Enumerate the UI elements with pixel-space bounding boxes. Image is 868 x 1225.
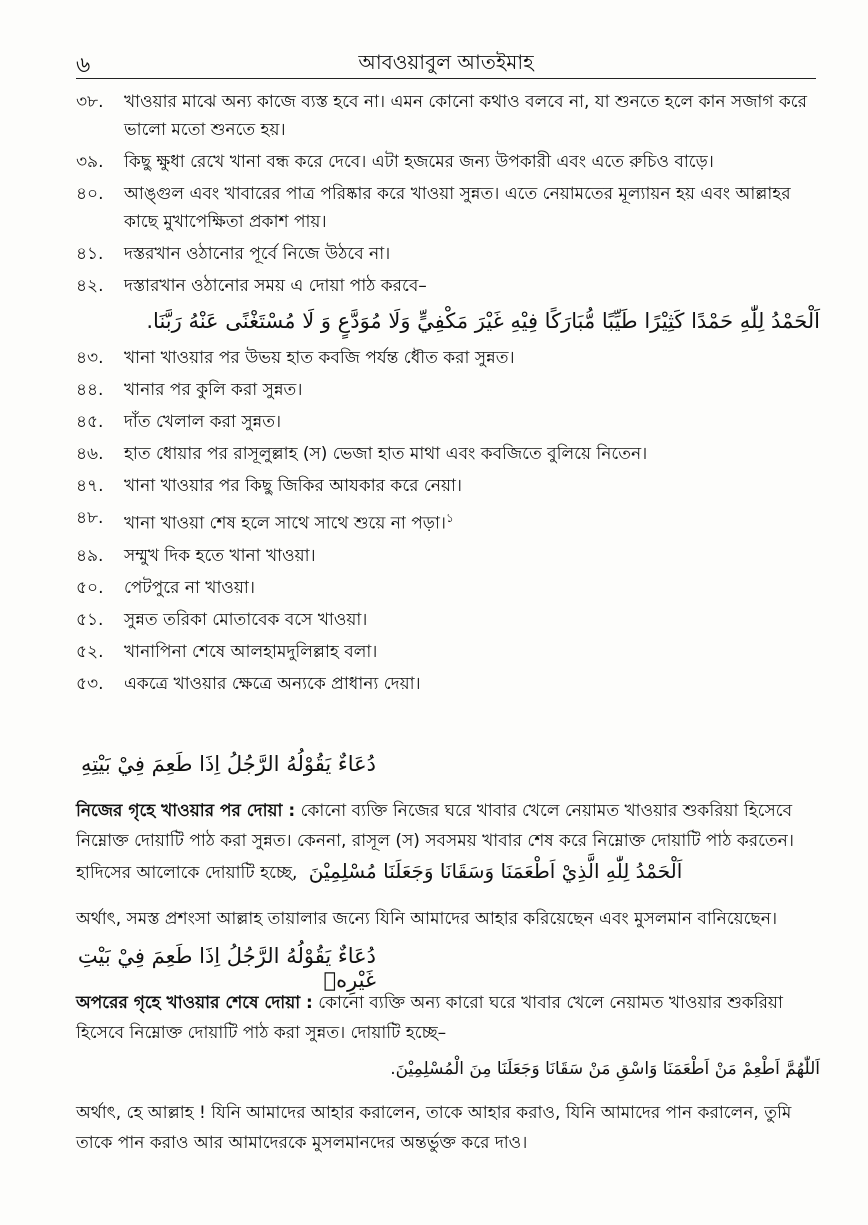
list-item	[76, 408, 820, 436]
item-text: খানার পর কুলি করা সুন্নত।	[124, 380, 303, 400]
etiquette-list	[76, 88, 820, 702]
section2-paragraph	[76, 988, 820, 1048]
item-number: ৩৯.	[76, 152, 104, 172]
list-item	[76, 504, 820, 538]
item-text: দস্তারখান ওঠানোর সময় এ দোয়া পাঠ করবে–	[124, 276, 427, 296]
list-item	[76, 542, 820, 570]
item-number: ৪২.	[76, 276, 104, 296]
list-item	[76, 440, 820, 468]
item-text: সুন্নত তরিকা মোতাবেক বসে খাওয়া।	[124, 609, 368, 630]
section1-text: কোনো ব্যক্তি নিজের ঘরে খাবার খেলে নেয়ামত খাওয়ার শুকরিয়া হিসেবে নিম্নোক্ত দোয়াটি পাঠ করা সুন্নত। কেননা, রাসূল (স) সবসময় খাবার শেষ করে নিম্নোক্ত দোয়াটি পাঠ করতেন। হাদিসের আলোকে দোয়াটি হচ্ছে,	[76, 801, 794, 883]
item-number: ৫০.	[76, 577, 104, 598]
list-item	[76, 240, 820, 268]
section1-paragraph	[76, 796, 820, 888]
item-number: ৪০.	[76, 184, 104, 204]
item-text: খানাপিনা শেষে আলহামদুলিল্লাহ বলা।	[124, 641, 378, 662]
item-number: ৪৭.	[76, 476, 104, 496]
item-number: ৪৩.	[76, 348, 104, 368]
item-number: ৪৯.	[76, 545, 104, 566]
list-item	[76, 606, 820, 634]
arabic-dua-42: اَلْحَمْدُ لِلّٰهِ حَمْدًا كَثِيْرًا طَيِّبًا مُّبَارَكًا فِيْهِ غَيْرَ مَكْفِيٍّ وَلَا مُوَدَّعٍ وَ لَا مُسْتَغْنًى عَنْهُ رَبَّنَا.	[146, 309, 820, 333]
section1-label: নিজের গৃহে খাওয়ার পর দোয়া :	[76, 801, 296, 821]
section2-label: অপরের গৃহে খাওয়ার শেষে দোয়া :	[76, 993, 313, 1013]
item-text: খানা খাওয়া শেষ হলে সাথে সাথে শুয়ে না পড়া।	[124, 513, 446, 534]
item-number: ৪১.	[76, 244, 104, 264]
item-number: ৪৮.	[76, 508, 104, 528]
item-text: একত্রে খাওয়ার ক্ষেত্রে অন্যকে প্রাধান্য দেয়া।	[124, 673, 421, 694]
item-text: খানা খাওয়ার পর উভয় হাত কবজি পর্যন্ত ধৌত করা সুন্নত।	[124, 348, 515, 368]
item-text: পেটপুরে না খাওয়া।	[124, 577, 255, 598]
list-item	[76, 472, 820, 500]
item-text: দস্তরখান ওঠানোর পূর্বে নিজে উঠবে না।	[124, 244, 391, 264]
item-text: সম্মুখ দিক হতে খানা খাওয়া।	[124, 545, 316, 566]
section1-meaning: অর্থাৎ, সমস্ত প্রশংসা আল্লাহ তায়ালার জন্যে যিনি আমাদের আহার করিয়েছেন এবং মুসলমান বানিয়েছেন।	[76, 909, 778, 929]
running-title: আবওয়াবুল আতইমাহ	[358, 50, 534, 74]
item-number: ৩৮.	[76, 92, 104, 112]
section1-dua: اَلْحَمْدُ لِلّٰهِ الَّذِيْ اَطْعَمَنَا وَسَقَانَا وَجَعَلَنَا مُسْلِمِيْنَ	[308, 859, 683, 883]
list-item	[76, 670, 820, 698]
item-text: খানা খাওয়ার পর কিছু জিকির আযকার করে নেয়া।	[124, 476, 462, 496]
section2-meaning: অর্থাৎ, হে আল্লাহ ! যিনি আমাদের আহার করালেন, তাকে আহার করাও, যিনি আমাদের পান করালেন, তুমি তাকে পান করাও আর আমাদেরকে মুসলমানদের অন্তর্ভুক্ত করে দাও।	[76, 1103, 792, 1153]
list-item	[76, 148, 820, 176]
section1-arabic-heading: دُعَاءٌ يَقُوْلُهُ الرَّجُلُ اِذَا طَعِمَ فِيْ بَيْتِهِ	[80, 752, 376, 776]
page-number: ৬	[76, 53, 91, 78]
item-text: কিছু ক্ষুধা রেখে খানা বন্ধ করে দেবে। এটা হজমের জন্য উপকারী এবং এতে রুচিও বাড়ে।	[124, 152, 714, 172]
item-text: দাঁত খেলাল করা সুন্নত।	[124, 412, 282, 432]
item-number: ৫২.	[76, 641, 104, 662]
item-number: ৫১.	[76, 609, 104, 630]
section2-text: কোনো ব্যক্তি অন্য কারো ঘরে খাবার খেলে নেয়ামত খাওয়ার শুকরিয়া হিসেবে নিম্নোক্ত দোয়াটি পাঠ করা সুন্নত। দোয়াটি হচ্ছে–	[76, 993, 783, 1043]
list-item	[76, 376, 820, 404]
item-text: হাত ধোয়ার পর রাসূলুল্লাহ (স) ভেজা হাত মাথা এবং কবজিতে বুলিয়ে নিতেন।	[124, 444, 648, 464]
item-number: ৫৩.	[76, 673, 104, 694]
list-item	[76, 574, 820, 602]
item-number: ৪৫.	[76, 412, 104, 432]
list-item	[76, 180, 820, 236]
item-number: ৪৪.	[76, 380, 104, 400]
item-text: আঙ্গুল এবং খাবারের পাত্র পরিষ্কার করে খাওয়া সুন্নত। এতে নেয়ামতের মূল্যায়ন হয় এবং আল্লাহর কাছে মুখাপেক্ষিতা প্রকাশ পায়।	[124, 184, 791, 232]
list-item	[76, 344, 820, 372]
list-item	[76, 638, 820, 666]
list-item	[76, 88, 820, 144]
item-number: ৪৬.	[76, 444, 104, 464]
footnote-mark: ১	[445, 511, 454, 525]
item-text: খাওয়ার মাঝে অন্য কাজে ব্যস্ত হবে না। এমন কোনো কথাও বলবে না, যা শুনতে হলে কান সজাগ করে ভালো মতো শুনতে হয়।	[124, 92, 807, 140]
section2-arabic-heading: دُعَاءٌ يَقُوْلُهُ الرَّجُلُ اِذَا طَعِمَ فِيْ بَيْتِ غَيْرِهٖ	[77, 944, 376, 992]
list-item	[76, 272, 820, 300]
section2-dua: اَللّٰهُمَّ اَطْعِمْ مَنْ اَطْعَمَنَا وَاسْقِ مَنْ سَقَانَا وَجَعَلَنَا مِنَ الْمُسْلِمِيْنَ.	[390, 1059, 820, 1079]
page-header	[76, 42, 816, 79]
